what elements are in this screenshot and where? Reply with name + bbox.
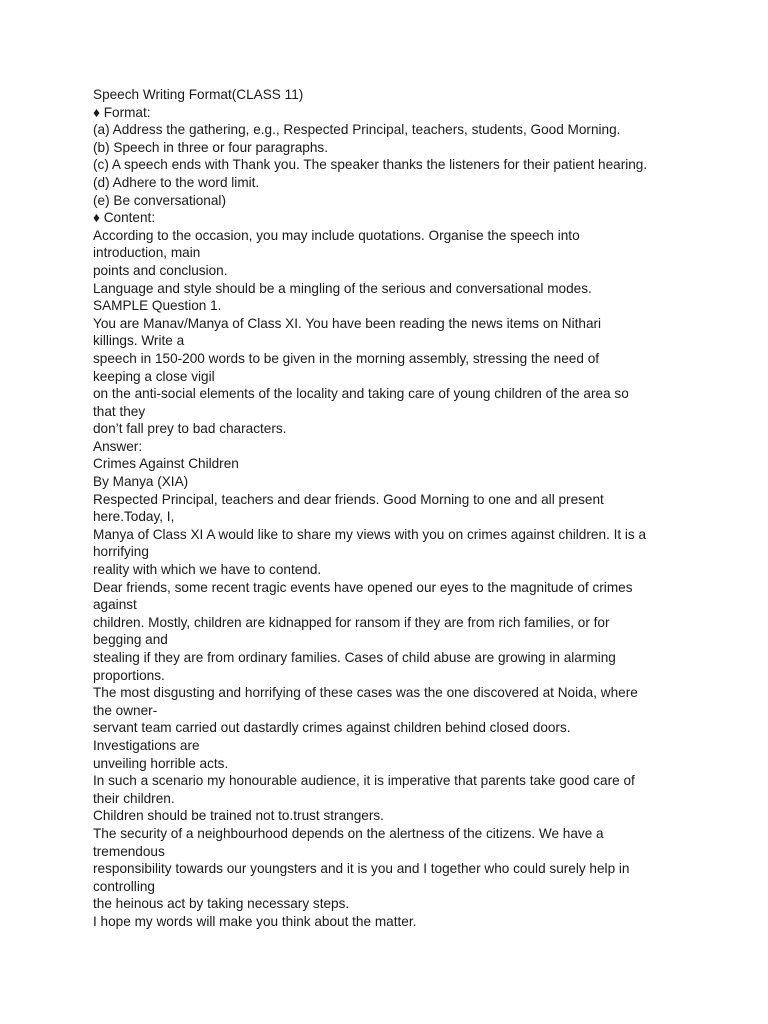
text-line: controlling [93, 878, 155, 894]
text-line: points and conclusion. [93, 262, 228, 278]
text-line: proportions. [93, 667, 165, 683]
text-line: I hope my words will make you think about the matter. [93, 913, 417, 929]
text-line: unveiling horrible acts. [93, 755, 229, 771]
speech-title: Crimes Against Children [93, 456, 239, 472]
text-line: introduction, main [93, 245, 201, 261]
document-title: Speech Writing Format(CLASS 11) [93, 87, 304, 102]
text-line: the owner- [93, 702, 158, 718]
text-line: against [93, 597, 137, 613]
text-line: speech in 150-200 words to be given in the morning assembly, stressing the need of [93, 350, 600, 366]
text-line: The security of a neighbourhood depends on the alertness of the citizens. We have a [93, 825, 604, 841]
text-line: In such a scenario my honourable audience, it is imperative that parents take good care of [93, 773, 635, 789]
text-line: Children should be trained not to.trust strangers. [93, 808, 384, 824]
text-line: Language and style should be a mingling of the serious and conversational modes. [93, 280, 592, 296]
text-line: stealing if they are from ordinary families. Cases of child abuse are growing in alarming [93, 650, 616, 665]
text-line: children. Mostly, children are kidnapped for ransom if they are from rich families, or for [93, 614, 610, 630]
format-item-e: (e) Be conversational) [93, 192, 226, 208]
text-line: Investigations are [93, 737, 200, 753]
format-item-b: (b) Speech in three or four paragraphs. [93, 139, 329, 155]
text-line: begging and [93, 632, 168, 648]
speech-byline: By Manya (XIA) [93, 474, 189, 490]
text-line: keeping a close vigil [93, 368, 215, 384]
sample-question-heading: SAMPLE Question 1. [93, 298, 222, 314]
format-item-c: (c) A speech ends with Thank you. The speaker thanks the listeners for their patient hearing. [93, 157, 648, 173]
text-line: Dear friends, some recent tragic events have opened our eyes to the magnitude of crimes [93, 579, 633, 595]
text-line: According to the occasion, you may include quotations. Organise the speech into [93, 227, 580, 243]
text-line: on the anti-social elements of the locality and taking care of young children of the area so [93, 386, 629, 402]
text-line: that they [93, 403, 146, 419]
text-line: the heinous act by taking necessary steps. [93, 896, 350, 912]
text-line: servant team carried out dastardly crimes against children behind closed doors. [93, 720, 571, 736]
text-line: their children. [93, 790, 175, 806]
text-line: Manya of Class XI A would like to share my views with you on crimes against children. It is a [93, 526, 647, 542]
text-line: reality with which we have to contend. [93, 562, 322, 578]
text-line: responsibility towards our youngsters and it is you and I together who could surely help in [93, 861, 630, 877]
text-line: The most disgusting and horrifying of these cases was the one discovered at Noida, where [93, 685, 638, 701]
text-line: Respected Principal, teachers and dear friends. Good Morning to one and all present [93, 491, 604, 507]
text-line: tremendous [93, 843, 165, 859]
text-line: killings. Write a [93, 333, 185, 349]
text-line: horrifying [93, 544, 149, 560]
answer-heading: Answer: [93, 438, 143, 454]
text-line: here.Today, I, [93, 509, 175, 525]
format-item-d: (d) Adhere to the word limit. [93, 174, 260, 190]
format-heading: ♦ Format: [93, 104, 151, 120]
text-line: don’t fall prey to bad characters. [93, 421, 287, 437]
content-heading: ♦ Content: [93, 210, 156, 226]
document-text [93, 86, 733, 931]
text-line: You are Manav/Manya of Class XI. You have been reading the news items on Nithari [93, 315, 602, 331]
format-item-a: (a) Address the gathering, e.g., Respected Principal, teachers, students, Good Morning. [93, 122, 621, 138]
